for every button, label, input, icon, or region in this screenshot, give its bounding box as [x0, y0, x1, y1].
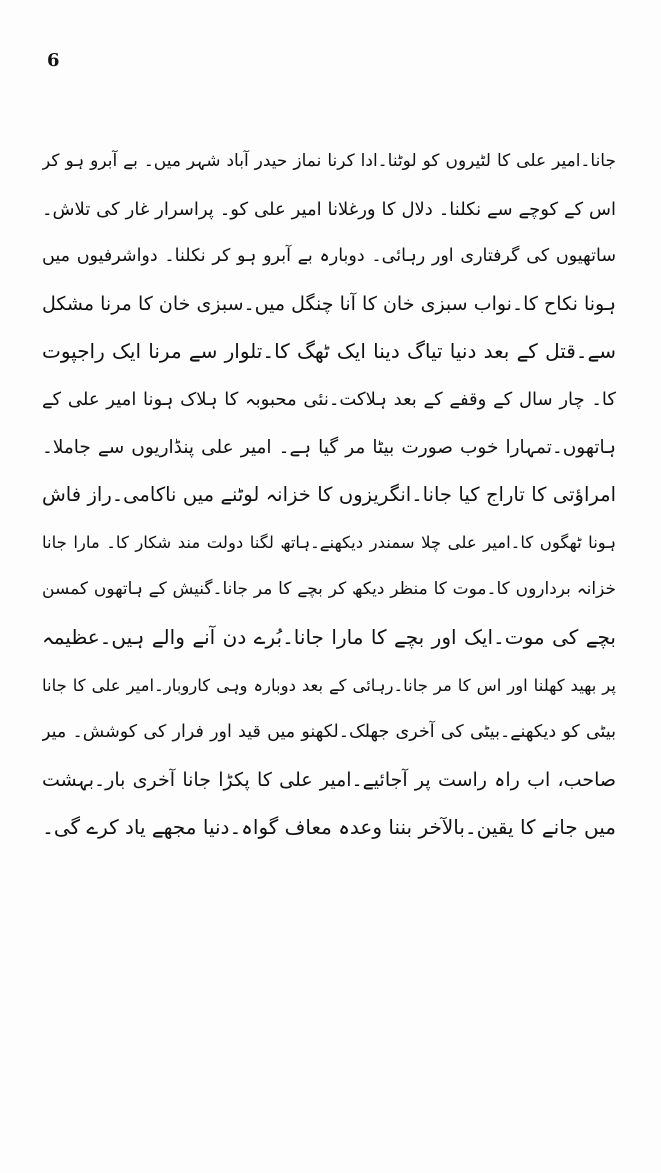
text-line: امراؤتی کا تاراج کیا جانا۔انگریزوں کا خزانہ لوٹنے میں ناکامی۔راز فاش — [42, 483, 616, 507]
page-number: 6 — [47, 50, 60, 71]
text-line: جانا۔امیر علی کا لٹیروں کو لوٹنا۔ادا کرنا نماز حیدر آباد شہر میں۔ بے آبرو ہو کر — [42, 151, 616, 171]
text-line: سے۔قتل کے بعد دنیا تیاگ دینا ایک ٹھگ کا۔تلوار سے مرنا ایک راجپوت — [42, 339, 616, 364]
text-line: صاحب، اب راہ راست پر آجائیے۔امیر علی کا پکڑا جانا آخری بار۔بہشت — [42, 768, 616, 791]
synopsis-paragraph — [42, 138, 616, 852]
text-line: پر بھید کھلنا اور اس کا مر جانا۔رہائی کے بعد دوبارہ وہی کاروبار۔امیر علی کا جانا — [42, 675, 616, 695]
text-line: خزانہ برداروں کا۔موت کا منظر دیکھ کر بچے کا مر جانا۔گنیش کے ہاتھوں کمسن — [42, 579, 616, 600]
text-line: ہونا ٹھگوں کا۔امیر علی چلا سمندر دیکھنے۔ہاتھ لگنا دولت مند شکار کا۔ مارا جانا — [42, 532, 616, 552]
text-line: اس کے کوچے سے نکلنا۔ دلال کا ورغلانا امیر علی کو۔ پراسرار غار کی تلاش۔ — [42, 198, 616, 220]
text-line: کا۔ چار سال کے وقفے کے بعد ہلاکت۔نئی محبوبہ کا ہلاک ہونا امیر علی کے — [42, 388, 616, 410]
text-line: بچے کی موت۔ایک اور بچے کا مارا جانا۔بُرے دن آنے والے ہیں۔عظیمہ — [42, 624, 616, 649]
text-line: ہونا نکاح کا۔نواب سبزی خان کا آنا چنگل میں۔سبزی خان کا مرنا مشکل — [42, 292, 616, 315]
text-line: ساتھیوں کی گرفتاری اور رہائی۔ دوبارہ بے آبرو ہو کر نکلنا۔ دواشرفیوں میں — [42, 246, 616, 267]
text-line: بیٹی کو دیکھنے۔بیٹی کی آخری جھلک۔لکھنو میں قید اور فرار کی کوشش۔ میر — [42, 722, 616, 743]
text-line: ہاتھوں۔تمہارا خوب صورت بیٹا مر گیا ہے۔ امیر علی پنڈاریوں سے جاملا۔ — [42, 436, 616, 458]
text-line-last: میں جانے کا یقین۔بالآخر بننا وعدہ معاف گواہ۔دنیا مجھے یاد کرے گی۔ — [42, 815, 616, 840]
